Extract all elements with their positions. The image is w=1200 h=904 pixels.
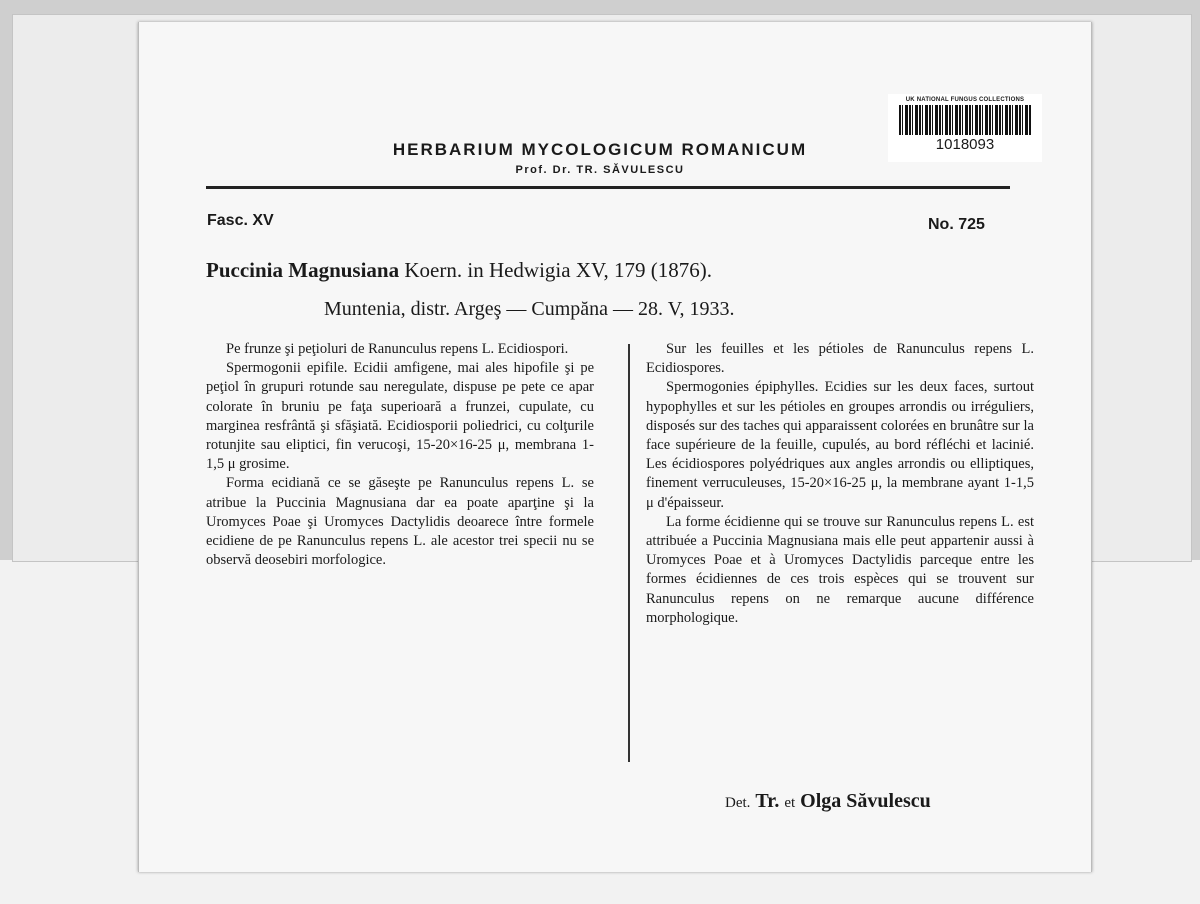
determiner-name-1: Tr. <box>755 790 780 812</box>
determiner-et: et <box>784 795 796 811</box>
barcode-caption: UK NATIONAL FUNGUS COLLECTIONS <box>905 97 1025 103</box>
romanian-description <box>206 340 594 570</box>
french-description <box>646 340 1034 628</box>
determiner-prefix: Det. <box>725 795 751 811</box>
french-paragraph-3: La forme écidienne qui se trouve sur Ranunculus repens L. est attribuée a Puccinia Magnusiana mais elle peut appartenir aussi à Uromyces Poae et à Uromyces Dactylidis parceque entre les formes écidiennes de ces trois espèces qui se trouvent sur Ranunculus repens on ne remarque aucune différence morphologique. <box>646 513 1034 626</box>
romanian-paragraph-1: Pe frunze şi peţioluri de Ranunculus repens L. Ecidiospori. <box>226 341 569 357</box>
determiner-name-2: Olga Săvulescu <box>800 790 931 812</box>
french-paragraph-2: Spermogonies épiphylles. Ecidies sur les deux faces, surtout hypophylles et sur les pétioles en groupes arrondis ou irréguliers, disposés sur des taches qui apparaissent colorées en brunâtre sur la face supérieure de la feuille, cupulés, au bord réfléchi et lacinié. Les écidiospores polyédriques aux angles arrondis ou elliptiques, finement verruculeuses, 15-20×16-25 μ, la membrane ayant 1-1,5 μ d'épaisseur. <box>646 379 1034 511</box>
herbarium-title: HERBARIUM MYCOLOGICUM ROMANICUM <box>392 140 808 159</box>
barcode-number: 1018093 <box>935 136 995 153</box>
specimen-number: No. 725 <box>928 216 985 233</box>
locality: Muntenia, distr. Argeş — Cumpăna — 28. V, 1933. <box>324 298 735 320</box>
herbarium-author: Prof. Dr. TR. SĂVULESCU <box>515 164 685 176</box>
fascicle-label: Fasc. XV <box>207 212 274 229</box>
romanian-paragraph-2: Spermogonii epifile. Ecidii amfigene, mai ales hipofile şi pe peţiol în grupuri rotunde sau neregulate, dispuse pe pete ce apar colorate în bruniu pe faţa superioară a frunzei, cupulate, cu marginea resfrântă şi sfăşiată. Ecidiosporii poliedrici, cu colţurile rotunjite sau eliptici, fin verucoşi, 15-20×16-25 μ, membrana 1-1,5 μ grosime. <box>206 360 594 473</box>
species-name <box>206 258 712 283</box>
header-rule <box>206 186 1010 189</box>
determiner-line <box>725 790 931 813</box>
barcode-icon <box>899 105 1031 135</box>
species-binomial: Puccinia Magnusiana <box>206 258 400 282</box>
romanian-paragraph-3: Forma ecidiană ce se găseşte pe Ranunculus repens L. se atribue la Puccinia Magnusiana dar ea poate aparţine şi la Uromyces Poae şi Uromyces Dactylidis deoarece între formele ecidiene de pe Ranunculus repens L. ale acestor trei specii nu se observă deosebiri morfologice. <box>206 475 594 569</box>
french-paragraph-1: Sur les feuilles et les pétioles de Ranunculus repens L. Ecidiospores. <box>646 341 1034 377</box>
species-citation: Koern. in Hedwigia XV, 179 (1876). <box>404 258 712 282</box>
column-divider <box>628 344 630 762</box>
